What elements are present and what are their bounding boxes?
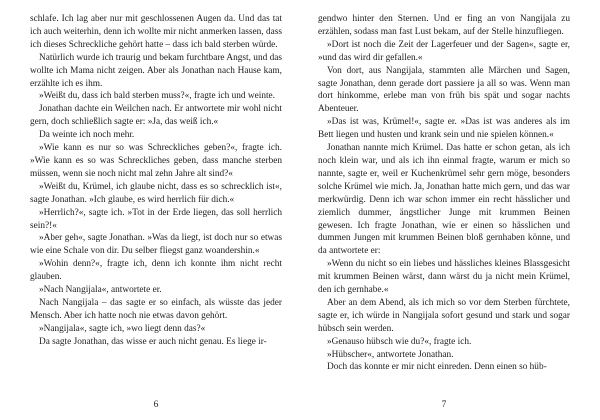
left-page-text xyxy=(30,13,282,349)
paragraph: »Hübscher«, antwortete Jonathan. xyxy=(327,349,454,360)
left-page xyxy=(30,13,282,413)
paragraph: Natürlich wurde ich traurig und bekam furchtbare Angst, und das wollte ich Mama nicht zeigen. Aber als Jonathan nach Hause kam, erzählte ich es ihm. xyxy=(30,52,282,89)
right-page-text xyxy=(318,13,570,374)
paragraph: Da sagte Jonathan, das wisse er auch nicht genau. Es liege ir- xyxy=(39,336,267,347)
paragraph: »Wie kann es nur so was Schreckliches geben?«, fragte ich. »Wie kann es so was Schreckliches geben, dass manche sterben müssen, wenn sie noch nicht mal zehn Jahre alt sind?« xyxy=(30,143,282,179)
paragraph: Aber an dem Abend, als ich mich so vor dem Sterben fürchtete, sagte er, ich würde in Nangijala sofort gesund und stark und sogar hübsch sein werden. xyxy=(318,297,570,334)
paragraph: »Weißt du, Krümel, ich glaube nicht, dass es so schrecklich ist«, sagte Jonathan. »Ich glaube, es wird herrlich für dich.« xyxy=(30,181,282,205)
paragraph: Nach Nangijala – das sagte er so einfach, als wüsste das jeder Mensch. Aber ich hatte noch nie etwas davon gehört. xyxy=(30,297,282,321)
paragraph: »Genauso hübsch wie du?«, fragte ich. xyxy=(327,336,472,347)
page-number: 7 xyxy=(441,400,447,410)
paragraph: gendwo hinter den Sternen. Und er fing an von Nangijala zu erzählen, sodass man fast Lust bekam, auf der Stelle hinzufliegen. xyxy=(318,14,570,37)
paragraph: »Das ist was, Krümel!«, sagte er. »Das ist was anderes als im Bett liegen und husten und krank sein und nie spielen können.« xyxy=(318,117,570,141)
paragraph: »Weißt du, dass ich bald sterben muss?«, fragte ich und weinte. xyxy=(39,91,276,102)
paragraph: Jonathan dachte ein Weilchen nach. Er antwortete mir wohl nicht gern, doch schließlich sagte er: »Ja, das weiß ich.« xyxy=(30,104,282,128)
page-number: 6 xyxy=(153,400,159,410)
paragraph: »Herrlich?«, sagte ich. »Tot in der Erde liegen, das soll herrlich sein?!« xyxy=(30,207,282,231)
paragraph: Jonathan nannte mich Krümel. Das hatte er schon getan, als ich noch klein war, und als ich ihn einmal fragte, warum er mich so nannte, sagte er, weil er Kuchenkrümel sehr gern möge, besonders solche Krümel wie mich. Ja, Jonathan hatte mich gern, und das war merkwürdig. Denn ich war schon immer ein recht hässlicher und ziemlich dummer, ängstlicher Junge mit krummen Beinen gewesen. Ich fragte Jonathan, wie er einen so hässlichen und dummen Jungen mit krummen Beinen bloß gernhaben könne, und da antwortete er: xyxy=(318,143,570,257)
paragraph: »Dort ist noch die Zeit der Lagerfeuer und der Sagen«, sagte er, »und das wird dir gefallen.« xyxy=(318,39,570,63)
paragraph: »Wenn du nicht so ein liebes und hässliches kleines Blassgesicht mit krummen Beinen wärst, dann wärst du ja nicht mein Krümel, den ich gernhabe.« xyxy=(318,259,570,296)
paragraph: »Nach Nangijala«, antwortete er. xyxy=(39,285,162,296)
paragraph: Doch das konnte er mir nicht einreden. Denn einen so hüb- xyxy=(327,362,547,373)
paragraph: »Aber geh«, sagte Jonathan. »Was da liegt, ist doch nur so etwas wie eine Schale von dir. Du selber fliegst ganz woandershin.« xyxy=(30,233,282,257)
paragraph: »Nangijala«, sagte ich, »wo liegt denn das?« xyxy=(39,323,206,334)
right-page xyxy=(318,13,570,413)
paragraph: Da weinte ich noch mehr. xyxy=(39,130,135,141)
paragraph: »Wohin denn?«, fragte ich, denn ich konnte ihm nicht recht glauben. xyxy=(30,259,282,283)
paragraph: schlafe. Ich lag aber nur mit geschlossenen Augen da. Und das tat ich auch weiterhin, denn ich wollte mir nicht anmerken lassen, dass ich dieses Schreckliche gehört hatte – dass ich bald sterben würde. xyxy=(30,14,282,50)
paragraph: Von dort, aus Nangijala, stammten alle Märchen und Sagen, sagte Jonathan, denn gerade dort passiere ja all so was. Wenn man dort hinkomme, erlebe man von früh bis spät und sogar nachts Abenteuer. xyxy=(318,65,570,115)
